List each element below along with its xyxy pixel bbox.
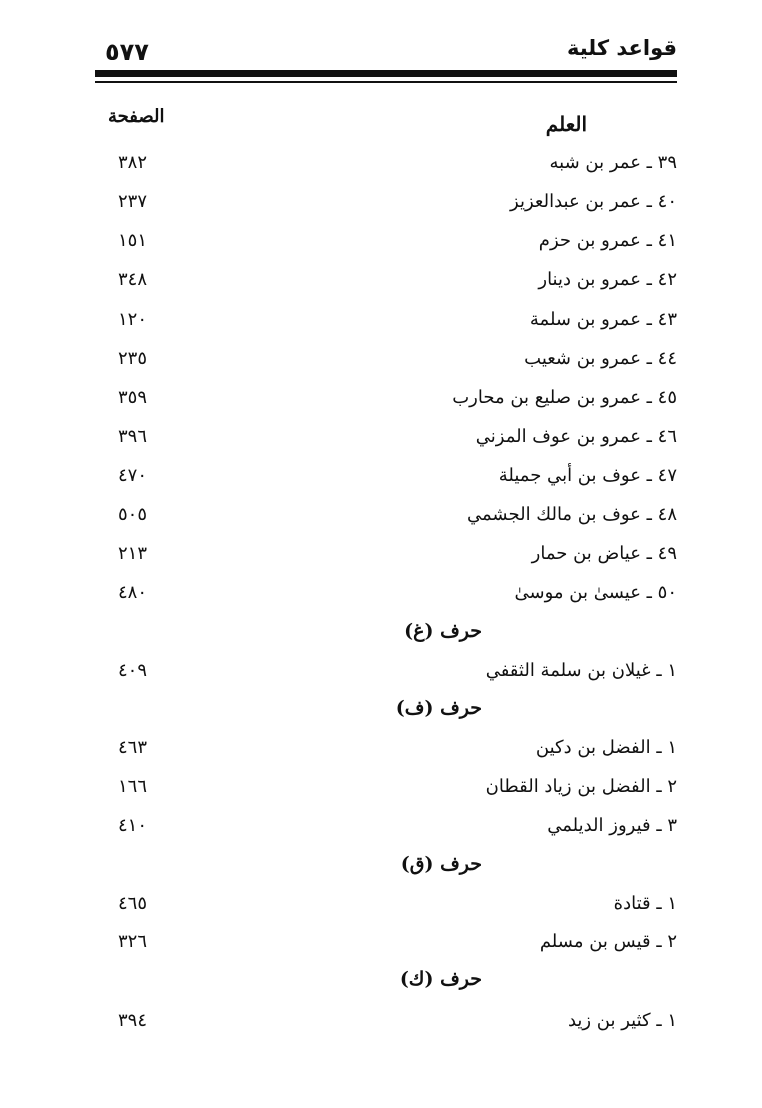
index-row <box>0 893 762 929</box>
column-heading-name: العلم <box>545 112 587 136</box>
entry-name: ٤٤ ـ عمرو بن شعيب <box>524 348 677 369</box>
entry-page: ٤٦٣ <box>118 737 148 758</box>
section-heading-ghain: حرف (غ) <box>404 620 482 642</box>
entry-page: ٣٨٢ <box>118 152 148 173</box>
column-heading-page: الصفحة <box>108 106 165 127</box>
index-row <box>0 543 762 579</box>
entry-name: ٢ ـ قيس بن مسلم <box>539 931 677 952</box>
page-header <box>95 36 677 68</box>
header-rule-thin <box>95 81 677 83</box>
entry-name: ٤١ ـ عمرو بن حزم <box>538 230 677 251</box>
index-row <box>0 504 762 540</box>
section-heading-fa: حرف (ف) <box>395 697 482 719</box>
entry-name: ٥٠ ـ عيسىٰ بن موسىٰ <box>514 582 677 603</box>
index-row <box>0 776 762 812</box>
index-row <box>0 152 762 188</box>
entry-page: ٤٧٠ <box>118 465 148 486</box>
entry-page: ٣٤٨ <box>118 269 148 290</box>
index-row <box>0 387 762 423</box>
entry-page: ٣٢٦ <box>118 931 148 952</box>
index-row <box>0 1010 762 1046</box>
entry-page: ١٥١ <box>118 230 148 251</box>
index-row <box>0 426 762 462</box>
entry-name: ٤٥ ـ عمرو بن صليع بن محارب <box>452 387 677 408</box>
entry-page: ٢٣٥ <box>118 348 148 369</box>
index-row <box>0 737 762 773</box>
entry-name: ١ ـ قتادة <box>613 893 677 914</box>
index-row <box>0 582 762 618</box>
entry-name: ٤٧ ـ عوف بن أبي جميلة <box>498 465 677 486</box>
entry-name: ٢ ـ الفضل بن زياد القطان <box>485 776 677 797</box>
entry-name: ٤٢ ـ عمرو بن دينار <box>538 269 677 290</box>
section-heading-kaf: حرف (ك) <box>399 968 482 990</box>
entry-name: ١ ـ غيلان بن سلمة الثقفي <box>485 660 677 681</box>
index-row <box>0 931 762 967</box>
entry-page: ٣٩٤ <box>118 1010 148 1031</box>
entry-page: ٤٦٥ <box>118 893 148 914</box>
header-rule-thick <box>95 70 677 77</box>
index-row <box>0 230 762 266</box>
entry-page: ٥٠٥ <box>118 504 148 525</box>
running-title: قواعد كلية <box>567 36 677 60</box>
index-row <box>0 269 762 305</box>
index-row <box>0 348 762 384</box>
entry-page: ٤٨٠ <box>118 582 148 603</box>
entry-name: ٤٨ ـ عوف بن مالك الجشمي <box>467 504 677 525</box>
index-row <box>0 309 762 345</box>
entry-page: ٢١٣ <box>118 543 148 564</box>
entry-name: ٤٣ ـ عمرو بن سلمة <box>529 309 677 330</box>
entry-page: ٤٠٩ <box>118 660 148 681</box>
entry-page: ٣٩٦ <box>118 426 148 447</box>
entry-name: ٤٠ ـ عمر بن عبدالعزيز <box>510 191 677 212</box>
index-row <box>0 465 762 501</box>
entry-page: ١٦٦ <box>118 776 148 797</box>
entry-name: ٣٩ ـ عمر بن شبه <box>549 152 677 173</box>
entry-name: ٤٦ ـ عمرو بن عوف المزني <box>475 426 677 447</box>
entry-page: ٣٥٩ <box>118 387 148 408</box>
entry-name: ١ ـ كثير بن زيد <box>567 1010 677 1031</box>
entry-name: ٤٩ ـ عياض بن حمار <box>531 543 677 564</box>
index-row <box>0 191 762 227</box>
section-heading-qaf: حرف (ق) <box>400 853 482 875</box>
entry-page: ٤١٠ <box>118 815 148 836</box>
entry-page: ١٢٠ <box>118 309 148 330</box>
index-row <box>0 660 762 696</box>
page-number: ٥٧٧ <box>105 38 149 66</box>
entry-page: ٢٣٧ <box>118 191 148 212</box>
entry-name: ٣ ـ فيروز الديلمي <box>547 815 677 836</box>
entry-name: ١ ـ الفضل بن دكين <box>535 737 677 758</box>
index-row <box>0 815 762 851</box>
